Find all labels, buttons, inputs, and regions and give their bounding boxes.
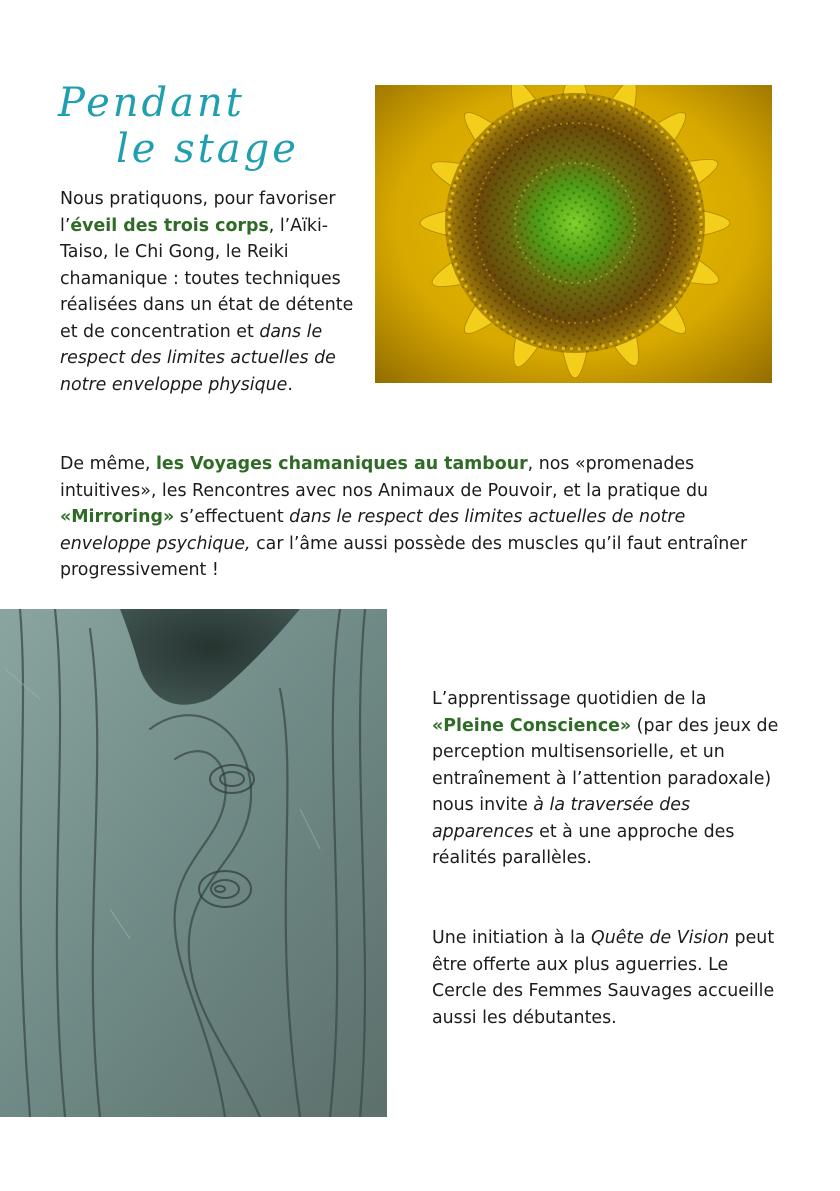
paragraph-body-practices [60, 186, 370, 398]
p2-text-1: De même, [60, 454, 156, 474]
p3-italic-appearances: à la traversée des apparences [432, 795, 691, 842]
p2-text-3: s’effectuent [174, 507, 290, 527]
p4-italic-vision-quest: Quête de Vision [591, 928, 730, 948]
weathered-wood-photo [0, 609, 387, 1117]
p1-text-1: Nous pratiquons, pour favoriser l’ [60, 189, 336, 236]
p3-text-1: L’apprentissage quotidien de la [432, 689, 707, 709]
p4-text-1: Une initiation à la [432, 928, 592, 948]
p4-text-2: peut être offerte aux plus aguerries. Le Cercle des Femmes Sauvages accueille aussi les débutantes. [432, 928, 775, 1028]
p3-text-2: (par des jeux de perception multisensorielle, et un entraînement à l’attention paradoxale) nous invite [432, 715, 779, 815]
p2-text-4: car l’âme aussi possède des muscles qu’il faut entraîner progressivement ! [60, 533, 748, 580]
p3-text-3: et à une approche des réalités parallèles. [432, 821, 735, 868]
p3-highlight-mindfulness: «Pleine Conscience» [432, 715, 632, 736]
p1-text-2: , l’Aïki-Taiso, le Chi Gong, le Reiki chamanique : toutes techniques réalisées dans un état de détente et de concentration et [60, 215, 354, 342]
p1-text-3: . [287, 374, 293, 395]
sunflower-photo [375, 85, 772, 383]
paragraph-mindfulness [432, 686, 782, 872]
paragraph-vision-quest [432, 925, 782, 1031]
title-line-1: Pendant [58, 80, 245, 126]
title-line-2: le stage [116, 126, 299, 172]
p2-italic-psychic-limits: dans le respect des limites actuelles de notre enveloppe psychique, [60, 507, 686, 554]
p2-text-2: , nos «promenades intuitives», les Rencontres avec nos Animaux de Pouvoir, et la pratique du [60, 454, 709, 501]
p1-highlight-three-bodies: éveil des trois corps [70, 215, 269, 236]
p2-highlight-mirroring: «Mirroring» [60, 507, 175, 527]
p2-highlight-drum-journeys: les Voyages chamaniques au tambour [155, 454, 528, 474]
page-title [58, 80, 299, 172]
p1-italic-physical-limits: dans le respect des limites actuelles de notre enveloppe physique [60, 321, 336, 395]
paragraph-shamanic-journeys [60, 451, 780, 584]
